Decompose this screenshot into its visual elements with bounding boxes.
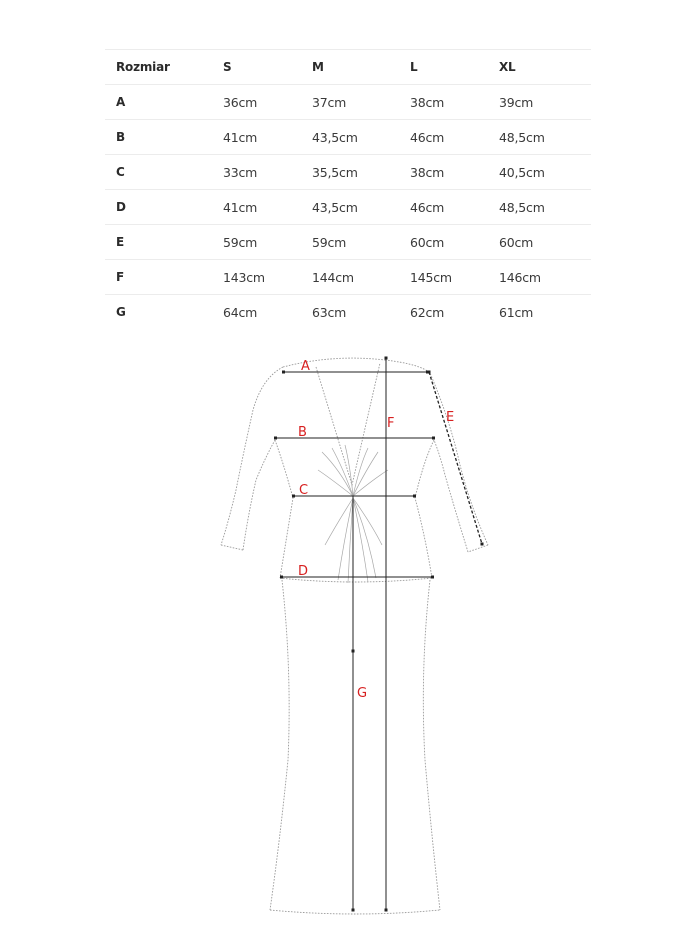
- row-key: F: [105, 260, 212, 295]
- left-sleeve-inner: [243, 440, 275, 550]
- table-cell: 144cm: [301, 260, 399, 295]
- table-cell: 35,5cm: [301, 155, 399, 190]
- table-row: [105, 155, 591, 190]
- table-row: [105, 225, 591, 260]
- neckline-outline: [283, 358, 385, 367]
- table-cell: 38cm: [399, 85, 488, 120]
- row-key: C: [105, 155, 212, 190]
- header-cell-l: L: [399, 50, 488, 85]
- measurement-labels: [298, 359, 454, 701]
- left-bodice-side: [275, 440, 293, 578]
- table-cell: 38cm: [399, 155, 488, 190]
- right-sleeve-inner: [434, 440, 468, 552]
- table-cell: 60cm: [399, 225, 488, 260]
- dress-measurement-diagram: [0, 340, 700, 933]
- table-cell: 60cm: [488, 225, 591, 260]
- table-cell: 145cm: [399, 260, 488, 295]
- table-cell: 43,5cm: [301, 120, 399, 155]
- header-cell-size-label: Rozmiar: [105, 50, 212, 85]
- row-key: D: [105, 190, 212, 225]
- table-cell: 48,5cm: [488, 120, 591, 155]
- skirt-left-side: [270, 580, 289, 910]
- label-b: B: [298, 425, 307, 440]
- table-cell: 46cm: [399, 120, 488, 155]
- left-cuff: [221, 545, 243, 550]
- label-e: E: [446, 410, 455, 425]
- row-key: B: [105, 120, 212, 155]
- table-cell: 41cm: [212, 120, 301, 155]
- table-cell: 48,5cm: [488, 190, 591, 225]
- table-cell: 43,5cm: [301, 190, 399, 225]
- skirt-right-side: [423, 580, 440, 910]
- table-cell: 63cm: [312, 304, 347, 320]
- row-key: A: [105, 85, 212, 120]
- dress-outline: [221, 358, 488, 914]
- label-a: A: [301, 359, 310, 374]
- v-neck-outline: [316, 363, 380, 485]
- label-d: D: [298, 564, 309, 579]
- measure-line-e: [429, 372, 482, 544]
- table-row: [105, 190, 591, 225]
- table-cell: 143cm: [212, 260, 301, 295]
- table-cell: 41cm: [212, 190, 301, 225]
- table-row: [105, 120, 591, 155]
- left-sleeve-outer: [221, 367, 283, 545]
- table-cell: 59cm: [301, 225, 399, 260]
- label-c: C: [299, 483, 309, 498]
- header-cell-m: M: [301, 50, 399, 85]
- table-row: [105, 260, 591, 295]
- table-cell: 39cm: [488, 85, 591, 120]
- table-cell: 46cm: [399, 190, 488, 225]
- table-cell: 37cm: [301, 85, 399, 120]
- size-table: [105, 49, 591, 329]
- table-row: [105, 295, 591, 330]
- table-cell: 40,5cm: [488, 155, 591, 190]
- table-cell: 61cm: [499, 304, 534, 320]
- label-f: F: [387, 416, 395, 431]
- row-key: G: [116, 305, 126, 319]
- table-cell: 33cm: [212, 155, 301, 190]
- right-cuff: [468, 545, 488, 552]
- header-cell-s: S: [212, 50, 301, 85]
- right-bodice-side: [415, 440, 434, 578]
- table-cell: 36cm: [212, 85, 301, 120]
- table-cell: 64cm: [223, 304, 258, 320]
- hem-line: [270, 910, 440, 914]
- table-row: [105, 85, 591, 120]
- table-cell: 62cm: [410, 304, 445, 320]
- header-cell-xl: XL: [488, 50, 591, 85]
- row-key: E: [105, 225, 212, 260]
- table-cell: 59cm: [212, 225, 301, 260]
- table-cell: 146cm: [488, 260, 591, 295]
- label-g: G: [357, 686, 368, 701]
- table-header-row: [105, 50, 591, 85]
- right-sleeve-outer: [385, 360, 488, 545]
